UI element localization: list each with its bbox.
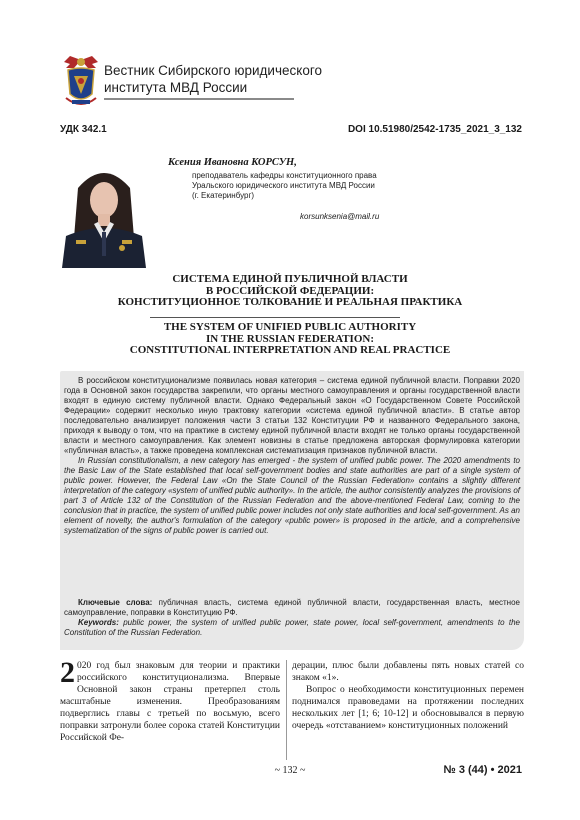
keywords-en-label: Keywords:	[78, 618, 119, 627]
body-paragraph	[60, 656, 280, 744]
title-russian	[60, 274, 520, 309]
keywords-ru-text: публичная власть, система единой публичной власти, государственная власть, местное самоуправление, поправки в Конституцию РФ.	[64, 598, 520, 617]
author-photo	[56, 158, 152, 268]
abstract-english: In Russian constitutionalism, a new category has emerged - the system of unified public power. The 2020 amendments to the Basic Law of the State established that local self-government bodies and state authorities are part of a single system of public power. However, the Federal Law «On the State Council of the Russian Federation» contains a slightly different interpretation of the category «system of unified public authority». In the article, the author consistently analyzes the provisions of part 3 of Article 132 of the Constitution of the Russian Federation and the above-mentioned Federal Law, coming to the conclusion that in practice, the system of unified public power includes not only state authorities and local self-government. As an element of novelty, the author's formulation of the category «public power» is proposed in the article, and a comprehensive systematization of the signs of public power is carried out.	[64, 456, 520, 535]
author-affiliation	[192, 171, 377, 201]
drop-cap: 2	[60, 656, 75, 689]
title-ru-line1: СИСТЕМА ЕДИНОЙ ПУБЛИЧНОЙ ВЛАСТИ	[172, 273, 408, 285]
keywords-english	[64, 618, 520, 638]
author-position-line1: преподаватель кафедры конституционного права	[192, 171, 377, 180]
body-left-text: 020 год был знаковым для теории и практики российского конституционализма. Впервые Основной закон страны претерпел столь масштабные изменения. Преобразованиям подверглись главы с третьей по восьмую, всего поправки затронули более сорока статей Конституции Российской Фе-	[60, 661, 280, 743]
abstract-text	[64, 376, 520, 536]
author-position-line2: Уральского юридического института МВД России	[192, 181, 375, 190]
institute-emblem-logo	[60, 54, 102, 110]
journal-title	[104, 62, 322, 96]
keywords-en-text: public power, the system of unified public power, state power, local self-government, amendments to the Constitution of the Russian Federation.	[64, 618, 520, 637]
keywords-russian	[64, 598, 520, 618]
doi-code: DOI 10.51980/2542-1735_2021_3_132	[347, 124, 522, 135]
body-right-p1: дерации, плюс были добавлены пять новых статей со знаком «1».	[292, 661, 524, 683]
column-divider	[286, 660, 287, 760]
title-en-line1: THE SYSTEM OF UNIFIED PUBLIC AUTHORITY	[163, 321, 417, 333]
body-right-p2: Вопрос о необходимости конституционных перемен поднимался правоведами на протяжении последних нескольких лет [1; 6; 10-12] и обосновывался в первую очередь «отставанием» конституционных положений	[292, 685, 524, 731]
udk-code: УДК 342.1	[60, 124, 107, 135]
journal-title-line2: института МВД России	[104, 80, 248, 95]
title-english	[60, 322, 520, 357]
header-rule	[104, 98, 294, 100]
title-divider	[150, 317, 400, 318]
title-en-line3: CONSTITUTIONAL INTERPRETATION AND REAL PRACTICE	[129, 344, 451, 356]
keywords-ru-label: Ключевые слова:	[78, 598, 153, 607]
title-ru-line2: В РОССИЙСКОЙ ФЕДЕРАЦИИ:	[205, 284, 375, 297]
issue-number: № 3 (44) • 2021	[443, 764, 522, 776]
page-number: ~ 132 ~	[274, 765, 306, 776]
author-position-line3: (г. Екатеринбург)	[192, 191, 255, 200]
keywords-block	[64, 598, 520, 638]
abstract-russian: В российском конституционализме появилась новая категория – система единой публичной власти. Поправки 2020 года в Основной закон государства закрепили, что органы местного самоуправления и органы государственной власти входят в единую систему публичной власти. Однако Федеральный закон «О Государственном Совете Российской Федерации» содержит несколько иную трактовку категории «система единой публичной власти». В статье автор последовательно анализирует положения части 3 статьи 132 Конституции РФ и названного Федерального закона, приходя к выводу о том, что на практике в систему единой публичной власти входят не только органы государственной власти и местного самоуправления. Как элемент новизны в статье предложена авторская формулировка категории «публичная власть», а также проведена комплексная систематизация признаков публичной власти.	[64, 376, 520, 455]
author-name: Ксения Ивановна КОРСУН,	[168, 157, 297, 168]
body-column-left	[60, 656, 280, 744]
body-column-right	[292, 660, 524, 732]
journal-title-line1: Вестник Сибирского юридического	[104, 63, 322, 78]
author-email[interactable]: korsunksenia@mail.ru	[300, 212, 380, 221]
title-en-line2: IN THE RUSSIAN FEDERATION:	[206, 332, 374, 345]
title-ru-line3: КОНСТИТУЦИОННОЕ ТОЛКОВАНИЕ И РЕАЛЬНАЯ ПРАКТИКА	[117, 296, 463, 308]
